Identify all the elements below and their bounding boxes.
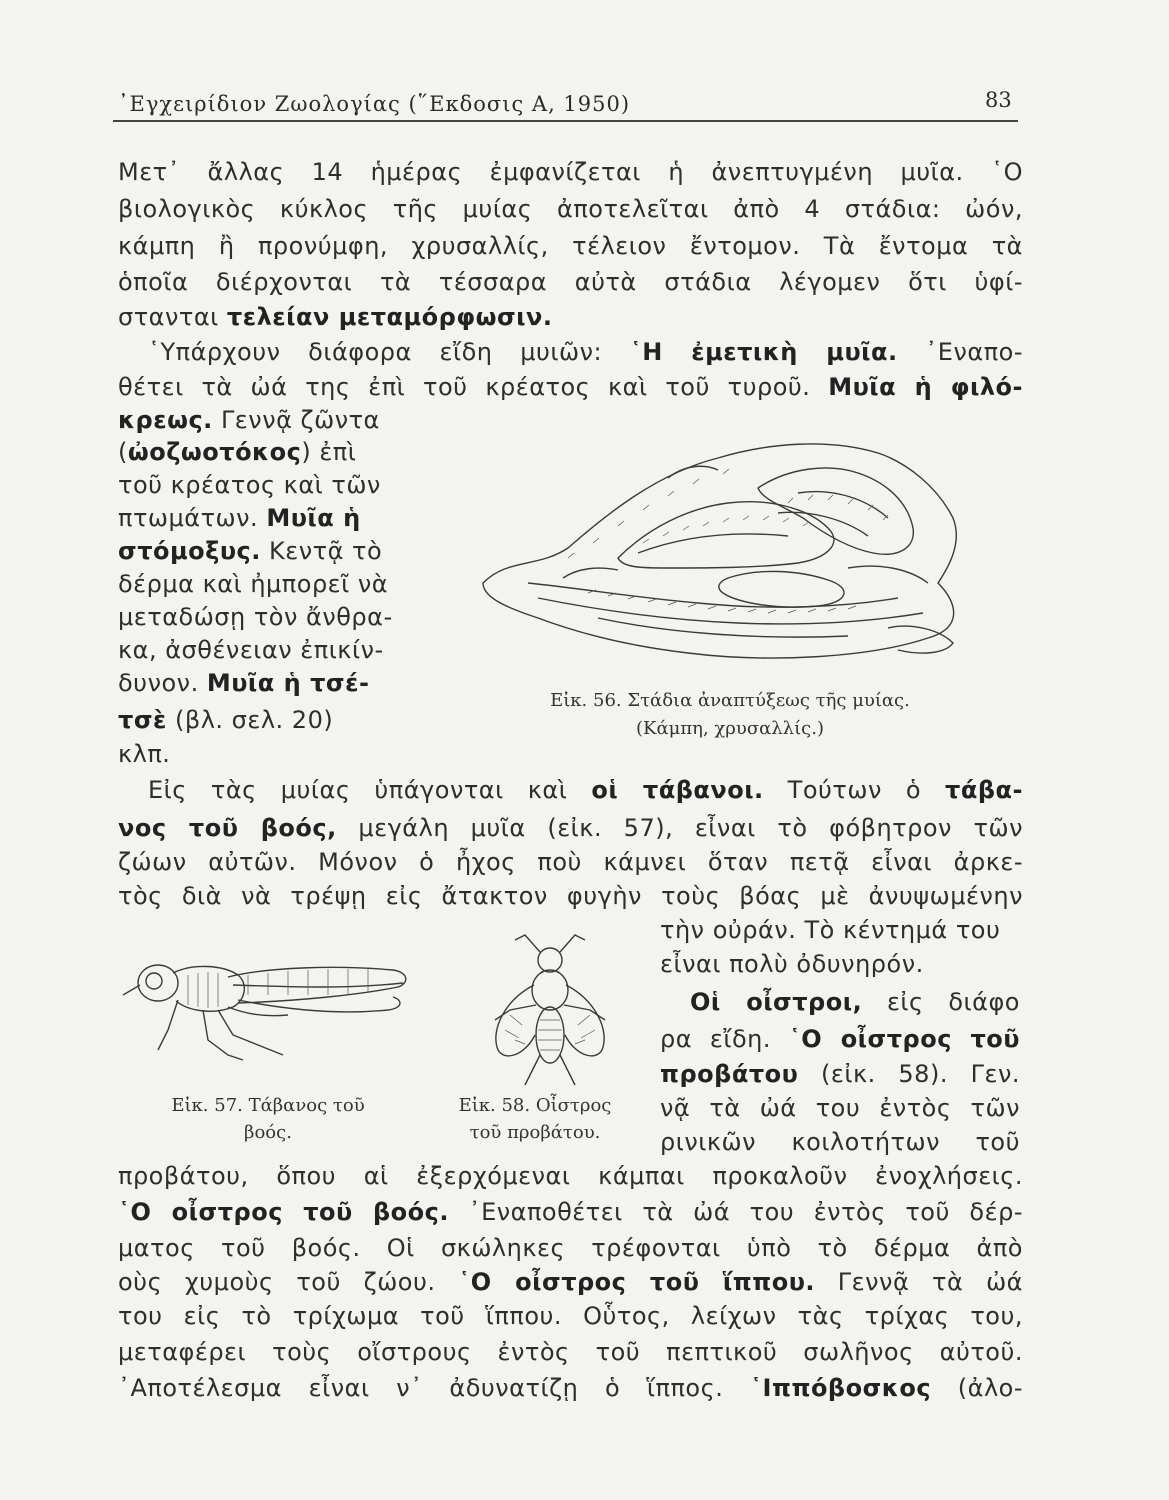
text-line: (ὠοζωοτόκος) ἐπὶ — [118, 438, 357, 466]
text-line: του εἰς τὸ τρίχωμα τοῦ ἵππου. Οὗτος, λείχων τὰς τρίχας του, — [118, 1302, 1023, 1330]
text-line: προβάτου (εἰκ. 58). Γεν. — [660, 1060, 1020, 1088]
running-header: ᾿Εγχειρίδιον Ζωολογίας (῞Εκδοσις Α, 1950) — [118, 92, 631, 116]
bold-term: Οἱ οἶστροι, — [690, 988, 863, 1016]
text-line: μεταδώσῃ τὸν ἄνθρα- — [118, 603, 393, 631]
bold-term: Μυῖα ἡ — [266, 504, 361, 532]
figure-56-caption-line1: Εἰκ. 56. Στάδια ἀναπτύξεως τῆς μυίας. — [550, 690, 910, 711]
text-line: ματος τοῦ βοός. Οἱ σκώληκες τρέφονται ὑπὸ τὸ δέρμα ἀπὸ — [118, 1234, 1023, 1262]
text-line: πτωμάτων. Μυῖα ἡ — [118, 504, 361, 532]
text-line: κρεως. Γεννᾷ ζῶντα — [118, 406, 380, 434]
bold-term: ῾Ο οἶστρος τοῦ — [788, 1025, 1020, 1053]
text-line: νᾷ τὰ ὠά του ἐντὸς τῶν — [660, 1094, 1020, 1122]
header-rule — [113, 120, 1018, 122]
text-line: τσὲ (βλ. σελ. 20) — [118, 706, 334, 734]
figure-58-caption-line2: τοῦ προβάτου. — [469, 1122, 601, 1143]
figure-57-caption-line2: βοός. — [244, 1122, 292, 1143]
figure-57-caption-line1: Εἰκ. 57. Τάβανος τοῦ — [171, 1095, 365, 1116]
text-line: ῾Υπάρχουν διάφορα εἴδη μυιῶν: ῾Η ἐμετικὴ μυῖα. ᾿Εναπο- — [148, 338, 1023, 366]
bold-term: Μυῖα ἡ τσέ- — [206, 669, 370, 697]
bold-term: προβάτου — [660, 1060, 799, 1088]
text-line: δυνον. Μυῖα ἡ τσέ- — [118, 669, 370, 697]
bold-term: τσὲ — [118, 706, 167, 734]
bold-term: νος τοῦ βοός, — [118, 814, 337, 842]
figure-58-caption-line1: Εἰκ. 58. Οἶστρος — [458, 1095, 612, 1116]
text-line: τὴν οὐράν. Τὸ κέντημά του — [660, 916, 1001, 944]
text-line: ρινικῶν κοιλοτήτων τοῦ — [660, 1128, 1020, 1156]
text-line: ῾Ο οἶστρος τοῦ βοός. ᾿Εναποθέτει τὰ ὠά του ἐντὸς τοῦ δέρ- — [118, 1198, 1023, 1226]
text-line: εἶναι πολὺ ὀδυνηρόν. — [660, 950, 924, 978]
bold-term: ὠοζωοτόκος — [127, 438, 302, 466]
text-line: κάμπη ἢ προνύμφη, χρυσαλλίς, τέλειον ἔντομον. Τὰ ἔντομα τὰ — [118, 232, 1023, 260]
bold-term: κρεως. — [118, 406, 213, 434]
text-line: τὸς διὰ νὰ τρέψῃ εἰς ἄτακτον φυγὴν τοὺς βόας μὲ ἀνυψωμένην — [118, 882, 1023, 910]
bold-term: ῾Ο οἶστρος τοῦ βοός. — [118, 1198, 449, 1226]
text-line: ρα εἴδη. ῾Ο οἶστρος τοῦ — [660, 1025, 1020, 1053]
bold-term: τάβα- — [945, 776, 1023, 804]
figure-58-sheep-botfly-illustration — [470, 930, 630, 1090]
text-line: νος τοῦ βοός, μεγάλη μυῖα (εἰκ. 57), εἶναι τὸ φόβητρον τῶν — [118, 814, 1023, 842]
text-line: θέτει τὰ ὠά της ἐπὶ τοῦ κρέατος καὶ τοῦ τυροῦ. Μυῖα ἡ φιλό- — [118, 373, 1023, 401]
text-line: μεταφέρει τοὺς οἴστρους ἐντὸς τοῦ πεπτικοῦ σωλῆνος αὐτοῦ. — [118, 1338, 1023, 1366]
page-number: 83 — [985, 88, 1012, 112]
figure-56-caption-line2: (Κάμπη, χρυσαλλίς.) — [636, 718, 824, 739]
text-line: προβάτου, ὅπου αἱ ἐξερχόμεναι κάμπαι προκαλοῦν ἐνοχλήσεις. — [118, 1162, 1023, 1190]
text-line: ζώων αὐτῶν. Μόνον ὁ ἦχος ποὺ κάμνει ὅταν πετᾷ εἶναι ἀρκε- — [118, 848, 1023, 876]
text-line: Εἰς τὰς μυίας ὑπάγονται καὶ οἱ τάβανοι. Τούτων ὁ τάβα- — [148, 776, 1023, 804]
figure-56-larvae-illustration — [468, 418, 968, 678]
text-line: κα, ἀσθένειαν ἐπικίν- — [118, 636, 384, 664]
text-line: βιολογικὸς κύκλος τῆς μυίας ἀποτελεῖται ἀπὸ 4 στάδια: ὠόν, — [118, 195, 1023, 223]
text-line: δέρμα καὶ ἠμπορεῖ νὰ — [118, 570, 389, 598]
bold-term: τελείαν μεταμόρφωσιν. — [226, 303, 553, 331]
text-line: ᾿Αποτέλεσμα εἶναι ν᾿ ἀδυνατίζῃ ὁ ἵππος. ῾Ιππόβοσκος (ἀλο- — [118, 1374, 1023, 1402]
bold-term: Μυῖα ἡ φιλό- — [828, 373, 1023, 401]
text-line: στόμοξυς. Κεντᾷ τὸ — [118, 537, 383, 565]
text-line: κλπ. — [118, 740, 171, 768]
bold-term: ῾Ιππόβοσκος — [750, 1374, 932, 1402]
text-line: Οἱ οἶστροι, εἰς διάφο — [690, 988, 1020, 1016]
text-line: οὺς χυμοὺς τοῦ ζώου. ῾Ο οἶστρος τοῦ ἵππου. Γεννᾷ τὰ ὠά — [118, 1268, 1023, 1296]
bold-term: στόμοξυς. — [118, 537, 261, 565]
text-line: ὁποῖα διέρχονται τὰ τέσσαρα αὐτὰ στάδια λέγομεν ὅτι ὑφί- — [118, 268, 1023, 296]
bold-term: οἱ τάβανοι. — [591, 776, 764, 804]
text-line: στανται τελείαν μεταμόρφωσιν. — [118, 303, 553, 331]
bold-term: ῾Η ἐμετικὴ μυῖα. — [629, 338, 898, 366]
text-line: τοῦ κρέατος καὶ τῶν — [118, 471, 381, 499]
figure-57-horsefly-illustration — [118, 955, 418, 1070]
text-line: Μετ᾿ ἄλλας 14 ἡμέρας ἐμφανίζεται ἡ ἀνεπτυγμένη μυῖα. ῾Ο — [118, 158, 1023, 186]
bold-term: ῾Ο οἶστρος τοῦ ἵππου. — [458, 1268, 816, 1296]
